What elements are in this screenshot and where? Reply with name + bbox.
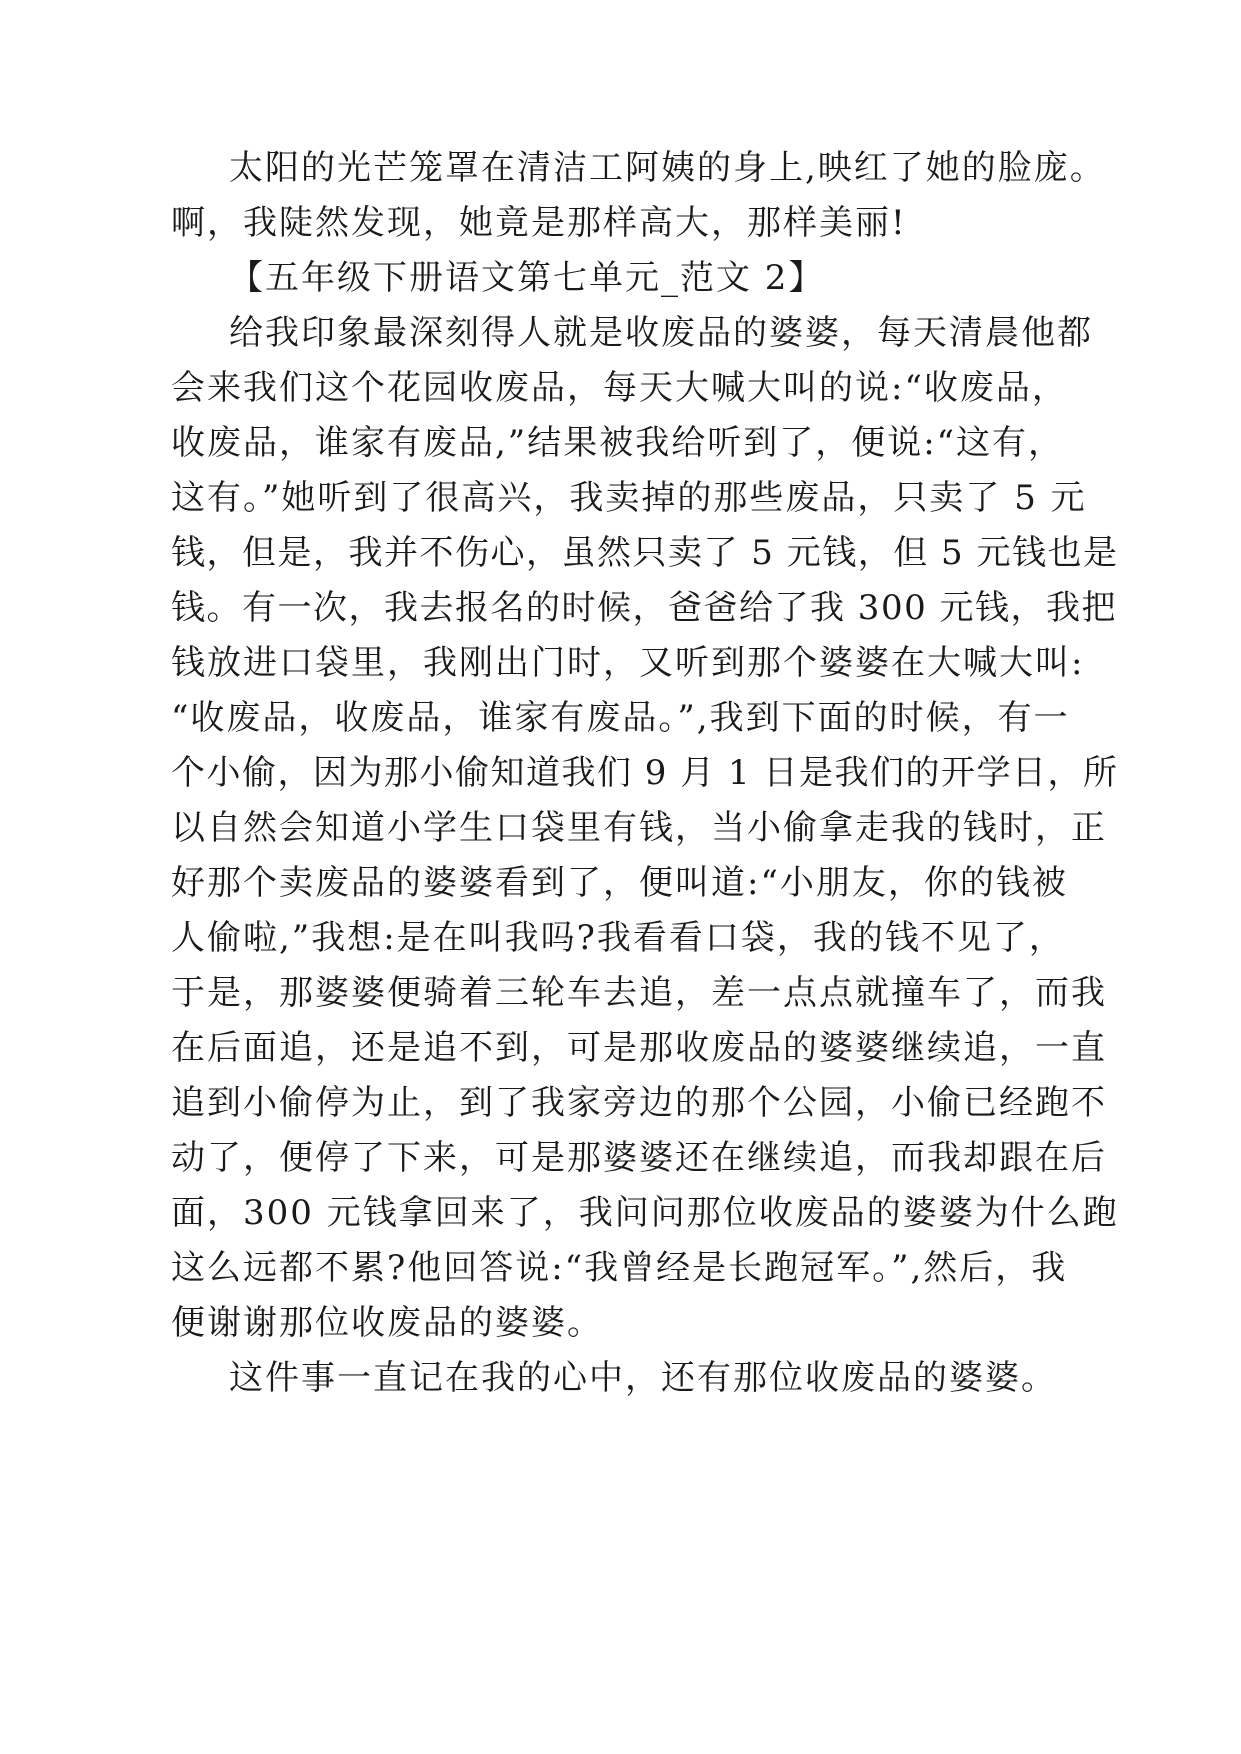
paragraph-2-line-11: 好那个卖废品的婆婆看到了，便叫道:“小朋友，你的钱被 bbox=[171, 863, 1068, 903]
paragraph-2-line-12: 人偷啦,”我想:是在叫我吗?我看看口袋，我的钱不见了， bbox=[171, 918, 1065, 958]
paragraph-2-line-3: 收废品，谁家有废品,”结果被我给听到了，便说:“这有， bbox=[171, 423, 1065, 463]
paragraph-1-line-2: 啊，我陡然发现，她竟是那样高大，那样美丽! bbox=[171, 203, 907, 243]
paragraph-2-line-10: 以自然会知道小学生口袋里有钱，当小偷拿走我的钱时，正 bbox=[171, 808, 1107, 848]
paragraph-2-line-19: 便谢谢那位收废品的婆婆。 bbox=[171, 1303, 603, 1343]
section-heading: 【五年级下册语文第七单元_范文 2】 bbox=[229, 258, 825, 298]
paragraph-2-line-1: 给我印象最深刻得人就是收废品的婆婆，每天清晨他都 bbox=[229, 313, 1093, 353]
paragraph-2-line-8: “收废品，收废品，谁家有废品。”,我到下面的时候，有一 bbox=[171, 698, 1070, 738]
paragraph-3-line-1: 这件事一直记在我的心中，还有那位收废品的婆婆。 bbox=[229, 1358, 1057, 1398]
paragraph-2-line-4: 这有。”她听到了很高兴，我卖掉的那些废品，只卖了 5 元 bbox=[171, 478, 1087, 518]
paragraph-2-line-15: 追到小偷停为止，到了我家旁边的那个公园，小偷已经跑不 bbox=[171, 1083, 1107, 1123]
paragraph-2-line-18: 这么远都不累?他回答说:“我曾经是长跑冠军。”,然后，我 bbox=[171, 1248, 1068, 1288]
paragraph-2-line-2: 会来我们这个花园收废品，每天大喊大叫的说:“收废品， bbox=[171, 368, 1068, 408]
paragraph-2-line-17: 面，300 元钱拿回来了，我问问那位收废品的婆婆为什么跑 bbox=[171, 1193, 1119, 1233]
paragraph-2-line-14: 在后面追，还是追不到，可是那收废品的婆婆继续追，一直 bbox=[171, 1028, 1107, 1068]
paragraph-2-line-7: 钱放进口袋里，我刚出门时，又听到那个婆婆在大喊大叫: bbox=[171, 643, 1085, 683]
paragraph-2-line-5: 钱，但是，我并不伤心，虽然只卖了 5 元钱，但 5 元钱也是 bbox=[171, 533, 1119, 573]
paragraph-2-line-13: 于是，那婆婆便骑着三轮车去追，差一点点就撞车了，而我 bbox=[171, 973, 1107, 1013]
paragraph-1-line-1: 太阳的光芒笼罩在清洁工阿姨的身上,映红了她的脸庞。 bbox=[229, 148, 1106, 188]
paragraph-2-line-16: 动了，便停了下来，可是那婆婆还在继续追，而我却跟在后 bbox=[171, 1138, 1107, 1178]
paragraph-2-line-6: 钱。有一次，我去报名的时候，爸爸给了我 300 元钱，我把 bbox=[171, 588, 1118, 628]
paragraph-2-line-9: 个小偷，因为那小偷知道我们 9 月 1 日是我们的开学日，所 bbox=[171, 753, 1119, 793]
